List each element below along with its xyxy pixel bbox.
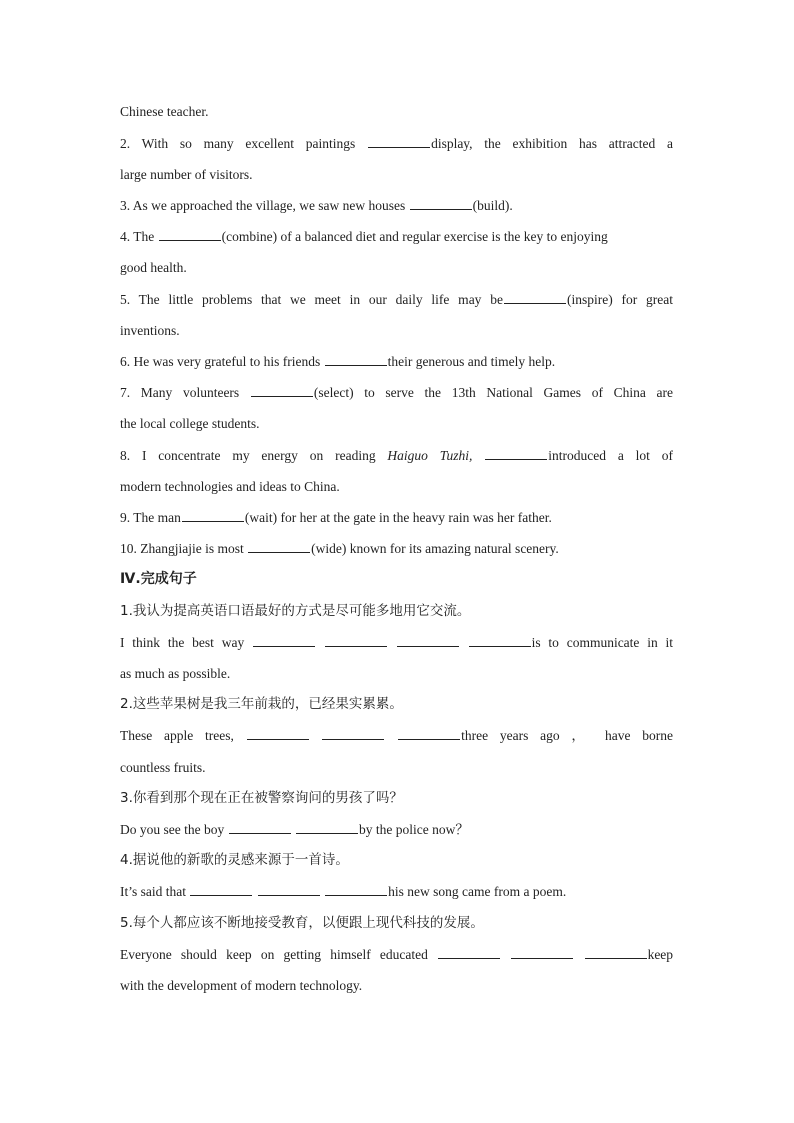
answer-blank[interactable] <box>368 134 430 148</box>
answer-blank[interactable] <box>504 290 566 304</box>
answer-blank[interactable] <box>322 726 384 740</box>
book-title: Haiguo Tuzhi, <box>387 448 473 463</box>
item-5-line-1: 5. The little problems that we meet in our daily life may be (inspire) for great <box>120 292 673 307</box>
item-1-tail: Chinese teacher. <box>120 104 209 119</box>
sentence-4: It’s said that his new song came from a poem. <box>120 884 567 899</box>
answer-blank[interactable] <box>485 446 547 460</box>
answer-blank[interactable] <box>247 726 309 740</box>
item-5-line-2: inventions. <box>120 323 180 338</box>
sentence-4-chinese: 4.据说他的新歌的灵感来源于一首诗。 <box>120 852 349 868</box>
item-3: 3. As we approached the village, we saw new houses (build). <box>120 198 513 213</box>
answer-blank[interactable] <box>325 633 387 647</box>
answer-blank[interactable] <box>258 882 320 896</box>
answer-blank[interactable] <box>190 882 252 896</box>
sentence-2-chinese: 2.这些苹果树是我三年前栽的，已经果实累累。 <box>120 696 403 712</box>
sentence-5-line-1: Everyone should keep on getting himself educated keep <box>120 947 674 962</box>
item-8-line-2: modern technologies and ideas to China. <box>120 479 340 494</box>
item-4-line-1: 4. The (combine) of a balanced diet and regular exercise is the key to enjoying <box>120 229 608 244</box>
answer-blank[interactable] <box>397 633 459 647</box>
answer-blank[interactable] <box>159 227 221 241</box>
answer-blank[interactable] <box>248 539 310 553</box>
answer-blank[interactable] <box>325 352 387 366</box>
answer-blank[interactable] <box>585 945 647 959</box>
sentence-1-chinese: 1.我认为提高英语口语最好的方式是尽可能多地用它交流。 <box>120 603 471 619</box>
sentence-5-chinese: 5.每个人都应该不断地接受教育，以便跟上现代科技的发展。 <box>120 915 484 931</box>
section-heading: Ⅳ.完成句子 <box>120 571 197 587</box>
sentence-5-line-2: with the development of modern technology. <box>120 978 363 993</box>
item-4-line-2: good health. <box>120 260 187 275</box>
item-6: 6. He was very grateful to his friends their generous and timely help. <box>120 354 556 369</box>
sentence-3: Do you see the boy by the police now？ <box>120 822 469 837</box>
answer-blank[interactable] <box>251 383 313 397</box>
answer-blank[interactable] <box>296 820 358 834</box>
answer-blank[interactable] <box>469 633 531 647</box>
item-10: 10. Zhangjiajie is most (wide) known for its amazing natural scenery. <box>120 541 559 556</box>
sentence-2-line-2: countless fruits. <box>120 760 206 775</box>
item-2-line-1: 2. With so many excellent paintings display, the exhibition has attracted a <box>120 136 673 151</box>
answer-blank[interactable] <box>410 196 472 210</box>
item-7-line-2: the local college students. <box>120 416 260 431</box>
item-2-line-2: large number of visitors. <box>120 167 253 182</box>
sentence-2-line-1: These apple trees, three years ago ， have borne <box>120 728 674 743</box>
answer-blank[interactable] <box>229 820 291 834</box>
item-7-line-1: 7. Many volunteers (select) to serve the 13th National Games of China are <box>120 385 673 400</box>
answer-blank[interactable] <box>398 726 460 740</box>
sentence-1-line-2: as much as possible. <box>120 666 231 681</box>
answer-blank[interactable] <box>438 945 500 959</box>
answer-blank[interactable] <box>253 633 315 647</box>
sentence-1-line-1: I think the best way is to communicate in it <box>120 635 674 650</box>
sentence-3-chinese: 3.你看到那个现在正在被警察询问的男孩了吗？ <box>120 790 403 806</box>
item-9: 9. The man (wait) for her at the gate in the heavy rain was her father. <box>120 510 552 525</box>
item-8-line-1: 8. I concentrate my energy on reading Haiguo Tuzhi, introduced a lot of <box>120 448 673 463</box>
answer-blank[interactable] <box>511 945 573 959</box>
answer-blank[interactable] <box>182 508 244 522</box>
answer-blank[interactable] <box>325 882 387 896</box>
